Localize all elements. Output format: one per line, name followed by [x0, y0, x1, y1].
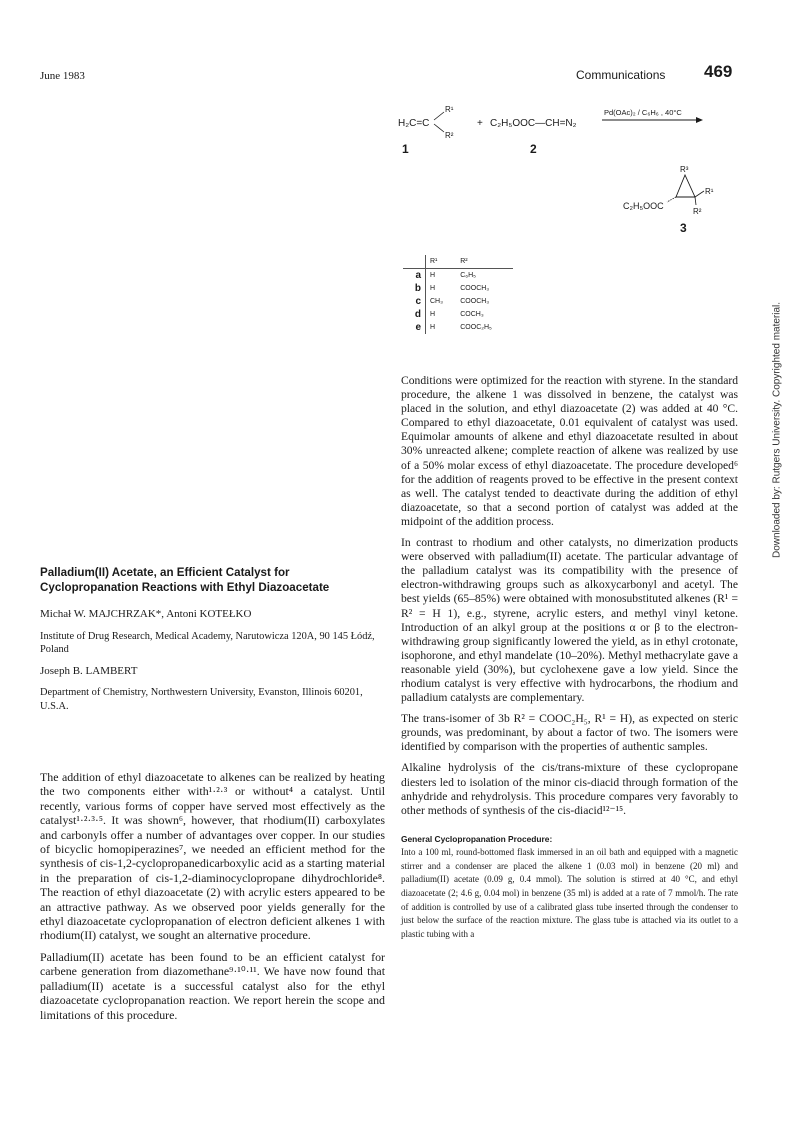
row-r2: COOCH₃ [460, 298, 490, 305]
row-label: c [403, 295, 426, 308]
reaction-conditions: Pd(OAc)₂ / C₆H₆ , 40°C [604, 108, 682, 117]
table-header-row [403, 255, 513, 269]
product-r3: R³ [680, 165, 689, 174]
author-block [40, 608, 385, 713]
bond-product-ester [667, 197, 676, 202]
row-label: a [403, 269, 426, 283]
right-column [401, 374, 738, 942]
table-header-r2: R² [456, 255, 513, 269]
row-label: b [403, 282, 426, 295]
page-number: 469 [704, 62, 733, 81]
table-row [403, 295, 513, 308]
row-r2: COOC₂H₅ [460, 324, 492, 331]
affiliation-lodz: Institute of Drug Research, Medical Academy, Narutowicza 120A, 90 145 Łódź, Poland [40, 630, 375, 655]
substituent-table [403, 255, 513, 334]
header-date: June 1983 [40, 70, 85, 82]
bond-r1 [434, 112, 444, 120]
arrow-head-icon [696, 117, 703, 123]
cyclopropane-ring [676, 175, 695, 197]
left-column [40, 770, 385, 1022]
table-row [403, 282, 513, 295]
table-row [403, 308, 513, 321]
compound-label-1: 1 [402, 142, 409, 156]
alkene-formula: H₂C=C [398, 118, 430, 129]
product-ester: C₂H₅OOC [623, 201, 664, 211]
row-r1: H [430, 272, 436, 279]
download-notice [764, 120, 790, 740]
alkene-r2: R² [445, 131, 454, 140]
row-r1: H [430, 324, 436, 331]
table-header-blank [403, 255, 426, 269]
alkene-r1: R¹ [445, 105, 454, 114]
article-title-line1: Palladium(II) Acetate, an Efficient Catalyst for [40, 566, 290, 579]
table-header-r1: R¹ [426, 255, 457, 269]
table-row [403, 321, 513, 334]
row-r1: CH₃ [430, 298, 443, 305]
paragraph-hydrolysis: Alkaline hydrolysis of the cis/trans-mixture of these cyclopropane diesters led to isolation of the minor cis-diacid through formation of the anhydride and rehydrolysis. This procedure compares very favorably to other methods of synthesis of the cis-diacid¹²⁻¹⁵. [401, 761, 738, 817]
compound-label-3: 3 [680, 221, 687, 235]
article-title-line2: Cyclopropanation Reactions with Ethyl Diazoacetate [40, 581, 330, 594]
row-r2: COOCH₃ [460, 285, 490, 292]
authors-group1: Michał W. MAJCHRZAK*, Antoni KOTEŁKO [40, 608, 252, 620]
row-label: d [403, 308, 426, 321]
row-label: e [403, 321, 426, 334]
reaction-scheme [390, 92, 740, 252]
bond-r2 [434, 124, 444, 132]
procedure-heading: General Cyclopropanation Procedure: [401, 833, 553, 844]
article-title [40, 565, 385, 595]
paragraph-optimization: Conditions were optimized for the reaction with styrene. In the standard procedure, the alkene 1 was dissolved in benzene, the catalyst was placed in the solution, and ethyl diazoacetate (2) was added at 40 °C. Compared to ethyl diazoacetate, 0.01 equivalent of catalyst was used. Equimolar amounts of alkene and ethyl diazoacetate resulted in about 30% unreacted alkene; complete reaction of alkene was realized by use of a 50% molar excess of ethyl diazoacetate. The procedure developed⁶ for the addition of reagents proved to be effective in the present context as well. The catalyst tended to deactivate during the addition of ethyl diazoacetate, so that a second portion of catalyst was added at the midpoint of the addition process. [401, 374, 738, 528]
bond-product-r2 [695, 197, 696, 205]
paragraph-palladium: Palladium(II) acetate has been found to be an efficient catalyst for carbene generation from diazomethane⁹·¹⁰·¹¹. We have now found that palladium(II) acetate is a successful catalyst also for the ethyl diazoacetate cyclopropanation reaction. We report herein the scope and limitations of this procedure. [40, 949, 385, 1022]
download-notice-text: Downloaded by: Rutgers University. Copyrighted material. [771, 301, 783, 559]
plus-sign: + [477, 118, 483, 129]
row-r2: COCH₃ [460, 311, 484, 318]
table-row [403, 269, 513, 283]
row-r2: C₆H₅ [460, 272, 477, 279]
affiliation-northwestern: Department of Chemistry, Northwestern University, Evanston, Illinois 60201, U.S.A. [40, 687, 363, 712]
row-r1: H [430, 311, 436, 318]
diazo-formula: C₂H₅OOC—CH=N₂ [490, 118, 577, 129]
row-r1: H [430, 285, 436, 292]
paragraph-scope: In contrast to rhodium and other catalysts, no dimerization products were observed with palladium(II) acetate. The particular advantage of the palladium catalyst was its compatibility with the presence of electron-withdrawing groups such as alkoxycarbonyl and acetyl. The best yields (65–85%) were obtained with monosubstituted alkenes (R¹ = R² = H 1), e.g., styrene, acrylic esters, and methyl vinyl ketone. Introduction of an alkyl group at the positions α or β to the electron-withdrawing group significantly lowered the yield, as in ethyl crotonate, isophorone, and ethyl mandelate (10–20%). Methyl methacrylate gave a reasonable yield (30%), but cyclohexene gave a low yield. Since the rhodium catalyst is very effective with hydrocarbons, the rhodium and palladium catalysts are complementary. [401, 536, 738, 705]
procedure-text: Into a 100 ml, round-bottomed flask immersed in an oil bath and equipped with a magnetic stirrer and a condenser are placed the alkene 1 (0.03 mol) in benzene (20 ml) and palladium(II) acetate (0.09 g, 0.4 mmol). The solution is stirred at 40 °C, and ethyl diazoacetate (2; 4.6 g, 0.04 mol) in benzene (35 ml) is added at a rate of 7 mmol/h. The rate of addition is controlled by use of a calibrated glass tube inserted through the condenser to just below the surface of the reaction mixture. The glass tube is attached via its outlet to a plastic tubing with a [401, 846, 738, 940]
paragraph-introduction: The addition of ethyl diazoacetate to alkenes can be realized by heating the two components either with¹·²·³ or without⁴ a catalyst. Until recently, various forms of copper have served most effectively as the catalyst¹·²·³·⁵. It was shown⁶, however, that rhodium(II) carboxylates and carbonyls offer a number of advantages over copper. In our studies of bicyclic homopiperazines⁷, we needed an efficient method for the synthesis of cis-1,2-cyclopropanedicarboxylic acid as a starting material in the preparation of cis-1,2-diaminocyclopropane dihydrochloride⁸. The reaction of ethyl diazoacetate (2) with acrylic esters appeared to be an attractive pathway. As we observed poor yields generally for the ethyl diazoacetate cyclopropanation of electron deficient alkenes 1 with rhodium(II) catalyst, we sought an alternative procedure. [40, 770, 385, 943]
header-section: Communications [576, 68, 666, 82]
compound-label-2: 2 [530, 142, 537, 156]
product-r2: R² [693, 207, 702, 216]
product-r1: R¹ [705, 187, 714, 196]
paragraph-isomers: The trans-isomer of 3b R² = COOC₂H₅, R¹ = H), as expected on steric grounds, was predominant, by about a factor of two. The isomers were identified by comparison with the properties of authentic samples. [401, 712, 738, 754]
bond-product-r1 [695, 191, 704, 197]
authors-group2: Joseph B. LAMBERT [40, 664, 138, 677]
